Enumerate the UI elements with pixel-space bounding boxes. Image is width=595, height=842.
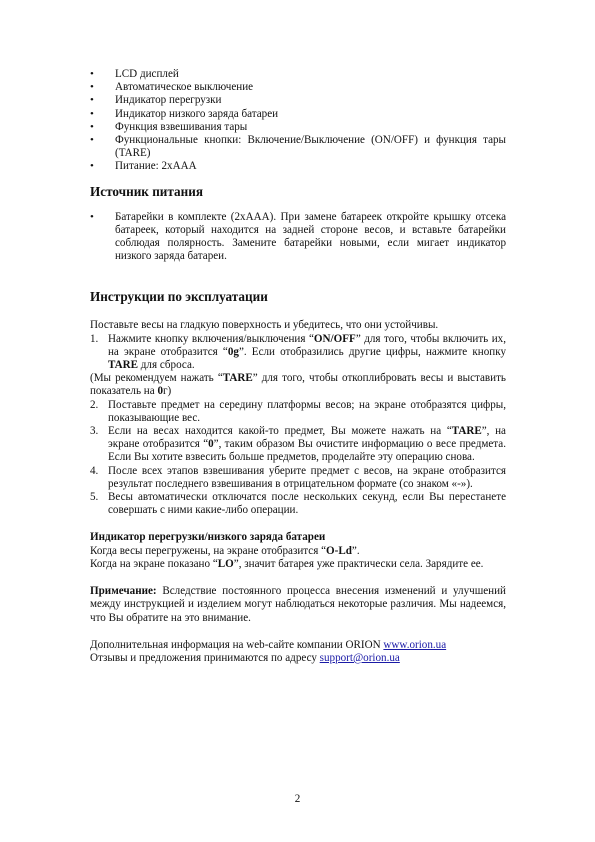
step-item: 1. Нажмите кнопку включения/выключения “ON/OFF” для того, чтобы включить их, на экране отобразится “0g”. Если отобразились другие цифры, нажмите кнопку TARE для сброса. — [90, 332, 506, 372]
document-page — [90, 68, 506, 665]
page-number: 2 — [294, 793, 301, 805]
remark-label: Примечание: — [90, 585, 157, 598]
overload-line: Когда весы перегружены, на экране отобразится “O-Ld”. — [90, 544, 360, 557]
steps-list-continued — [90, 399, 506, 518]
list-item: • Батарейки в комплекте (2хААА). При замене батареек откройте крышку отсека батареек, который находится на задней стороне весов, и вставьте батарейки соблюдая полярность. Замените батарейки новыми, если мигает индикатор низкого заряда батареи. — [90, 211, 506, 264]
step-item: 2. Поставьте предмет на середину платформы весов; на экране отобразятся цифры, показывающие вес. — [90, 398, 506, 424]
step-number: 1. — [90, 332, 99, 345]
list-item: • Индикатор низкого заряда батареи — [90, 108, 506, 121]
step-item: 4. После всех этапов взвешивания уберите предмет с весов, на экране отобразится результат последнего взвешивания в отрицательном формате (со знаком «-»). — [90, 464, 506, 490]
list-item: • Функция взвешивания тары — [90, 121, 506, 134]
list-item: • Питание: 2хААА — [90, 160, 506, 173]
step-item: 5. Весы автоматически отключатся после нескольких секунд, если Вы перестанете совершать с ними какие-либо операции. — [90, 491, 506, 517]
instructions-heading: Инструкции по эксплуатации — [90, 289, 268, 305]
list-item: • LCD дисплей — [90, 68, 506, 81]
step-number: 2. — [90, 398, 99, 411]
website-link[interactable]: www.orion.ua — [383, 638, 447, 651]
power-heading: Источник питания — [90, 183, 203, 199]
list-item: • Автоматическое выключение — [90, 81, 506, 94]
contact-email-line: Отзывы и предложения принимаются по адресу support@orion.ua — [90, 651, 400, 664]
step-number: 3. — [90, 425, 99, 438]
overload-heading: Индикатор перегрузки/низкого заряда батареи — [90, 531, 326, 544]
instructions-intro: Поставьте весы на гладкую поверхность и убедитесь, что они устойчивы. — [90, 319, 439, 332]
list-item: • Индикатор перегрузки — [90, 94, 506, 107]
remark-paragraph: Примечание: Вследствие постоянного процесса внесения изменений и улучшений между инструкцией и изделием могут наблюдаться некоторые различия. Мы надеемся, что Вы обратите на это внимание. — [90, 585, 506, 624]
power-list — [90, 211, 506, 264]
email-link[interactable]: support@orion.ua — [319, 651, 400, 664]
features-list — [90, 68, 506, 174]
low-battery-line: Когда на экране показано “LO”, значит батарея уже практически села. Зарядите ее. — [90, 557, 484, 570]
steps-list — [90, 333, 506, 373]
step-item: 3. Если на весах находится какой-то предмет, Вы можете нажать на “TARE”, на экране отобразится “0”, таким образом Вы очистите информацию о весе предмета. Если Вы хотите взвесить больше предметов, проделайте эту операцию снова. — [90, 425, 506, 464]
contact-website-line: Дополнительная информация на web-сайте компании ORION www.orion.ua — [90, 638, 447, 651]
step-number: 5. — [90, 491, 99, 504]
list-item: • Функциональные кнопки: Включение/Выключение (ON/OFF) и функция тары (TARE) — [90, 134, 506, 160]
tare-note: (Мы рекомендуем нажать “TARE” для того, чтобы откоплибровать весы и выставить показатель на 0г) — [90, 372, 506, 398]
step-number: 4. — [90, 464, 99, 477]
